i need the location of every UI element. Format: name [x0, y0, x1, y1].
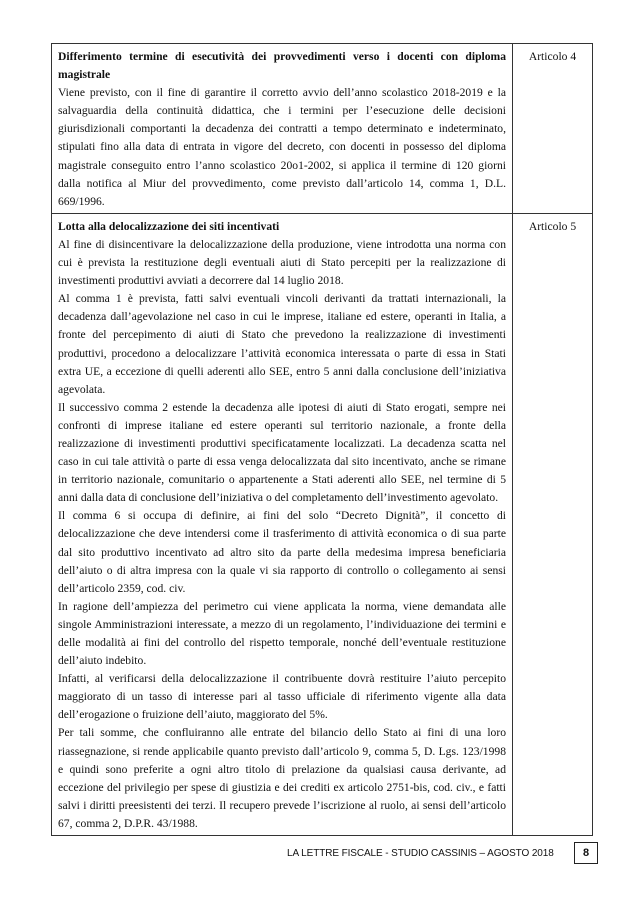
paragraph: Per tali somme, che confluiranno alle entrate del bilancio dello Stato ai fini di una loro riassegnazione, si rende applicabile quanto previsto dall’articolo 9, comma 5, D. Lgs. 123/1998 e quindi sono preferite a ogni altro titolo di prelazione da qualsiasi causa derivante, ad eccezione del privilegio per spese di giustizia e dei crediti ex articolo 2751-bis, cod. civ., e fatti salvi i diritti preesistenti dei terzi. Il recupero prevede l’iscrizione al ruolo, ai sensi dell’articolo 67, comma 2, D.P.R. 43/1988. — [58, 726, 506, 830]
paragraph: Al fine di disincentivare la delocalizzazione della produzione, viene introdotta una norma con cui è prevista la restituzione degli eventuali aiuti di Stato percepiti per la realizzazione di investimenti produttivi avviati a decorrere dal 14 luglio 2018. — [58, 237, 506, 288]
article-ref: Articolo 4 — [513, 44, 593, 214]
paragraph: Il successivo comma 2 estende la decadenza alle ipotesi di aiuti di Stato erogati, sempre nei confronti di imprese italiane ed estere operanti sul territorio nazionale, a fronte della realizzazione di investimenti produttivi specificatamente localizzati. La decadenza scatta nel caso in cui tale attività o parte di essa venga delocalizzata dal sito incentivato, anche se rimane in territorio nazionale, comunitario o appartenente a Stati aderenti allo SEE, nel termine di 5 anni dalla data di conclusione dell’iniziativa o del completamento dell’investimento agevolato. — [58, 400, 506, 505]
articles-table — [51, 43, 593, 836]
section-title: Differimento termine di esecutività dei provvedimenti verso i docenti con diploma magistrale — [58, 50, 506, 82]
paragraph: Al comma 1 è prevista, fatti salvi eventuali vincoli derivanti da trattati internazionali, la decadenza dall’agevolazione nel caso in cui le imprese, italiane ed estere, operanti in Italia, a fronte del percepimento di aiuti di Stato che prevedono la realizzazione di investimenti produttivi, procedono a delocalizzare l’attività economica interessata o parte di essa in Stati extra UE, a eccezione di quelli aderenti allo SEE, entro 5 anni dalla conclusione dell’iniziativa agevolata. — [58, 292, 506, 396]
row-content — [52, 44, 513, 214]
table-row — [52, 213, 593, 835]
section-title: Lotta alla delocalizzazione dei siti incentivati — [58, 219, 280, 233]
paragraph: Viene previsto, con il fine di garantire il corretto avvio dell’anno scolastico 2018-2019 e la salvaguardia della continuità didattica, che i termini per l’esecuzione delle decisioni giurisdizionali comportanti la decadenza dei contratti a tempo determinato e indeterminato, stipulati fino alla data di entrata in vigore del decreto, con docenti in possesso del diploma magistrale conseguito entro l’anno scolastico 20o1-2002, si applica il termine di 120 giorni dalla notifica al Miur del provvedimento, come previsto dall’articolo 14, comma 1, D.L. 669/1996. — [58, 86, 506, 208]
paragraph: Infatti, al verificarsi della delocalizzazione il contribuente dovrà restituire l’aiuto percepito maggiorato di un tasso di interesse pari al tasso ufficiale di riferimento vigente alla data dell’erogazione o fruizione dell’aiuto, maggiorato del 5%. — [58, 672, 506, 722]
page-number: 8 — [574, 842, 598, 864]
table-row — [52, 44, 593, 214]
row-content — [52, 213, 513, 835]
paragraph: In ragione dell’ampiezza del perimetro cui viene applicata la norma, viene demandata alle singole Amministrazioni interessate, a mezzo di un regolamento, l’individuazione dei termini e delle modalità ai fini del controllo del rispetto temporale, nonché dell’eventuale restituzione dell’aiuto indebito. — [58, 599, 506, 668]
article-ref: Articolo 5 — [513, 213, 593, 835]
footer-text: LA LETTRE FISCALE - STUDIO CASSINIS – AGOSTO 2018 — [287, 848, 554, 859]
paragraph: Il comma 6 si occupa di definire, ai fini del solo “Decreto Dignità”, il concetto di delocalizzazione che deve intendersi come il trasferimento di attività economica o di sua parte dal sito produttivo incentivato ad altro sito da parte della medesima impresa beneficiaria dell’aiuto o di altra impresa con la quale vi sia rapporto di controllo o collegamento ai sensi dell’articolo 2359, cod. civ. — [58, 509, 506, 595]
